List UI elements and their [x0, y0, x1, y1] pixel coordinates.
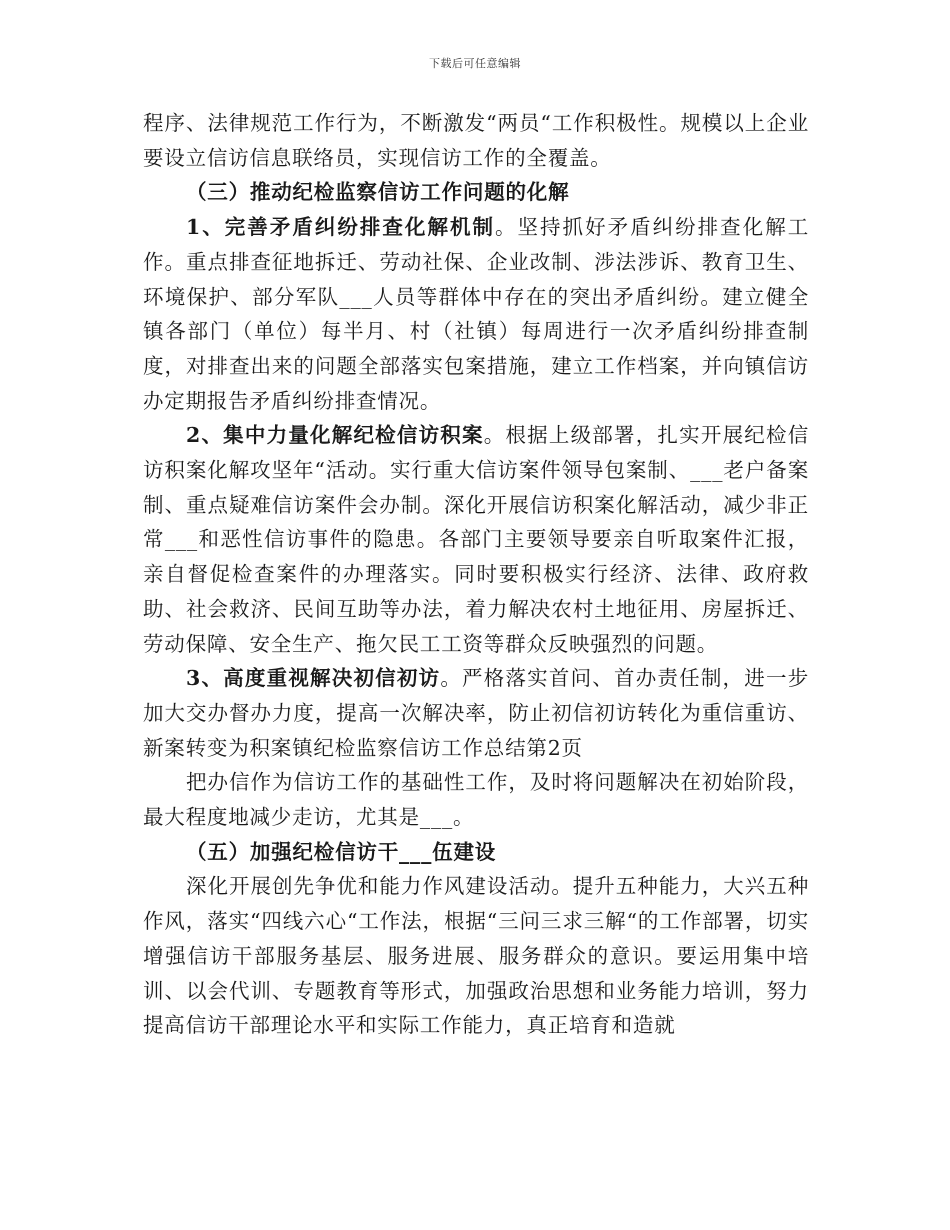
paragraph-item-2 — [143, 418, 809, 661]
paragraph-final: 深化开展创先争优和能力作风建设活动。提升五种能力，大兴五种作风，落实“四线六心“工作法，根据“三问三求三解“的工作部署，切实增强信访干部服务基层、服务进展、服务群众的意识。要运用集中培训、以会代训、专题教育等形式，加强政治思想和业务能力培训，努力提高信访干部理论水平和实际工作能力，真正培育和造就 — [143, 874, 809, 1038]
document-body — [143, 106, 809, 1043]
item-3-lead: 3、高度重视解决初信初访 — [186, 666, 441, 691]
item-1-text: 。坚持抓好矛盾纠纷排查化解工作。重点排查征地拆迁、劳动社保、企业改制、涉法涉诉、教育卫生、环境保护、部分军队___人员等群体中存在的突出矛盾纠纷。建立健全镇各部门（单位）每半月、村（社镇）每周进行一次矛盾纠纷排查制度，对排查出来的问题全部落实包案措施，建立工作档案，并向镇信访办定期报告矛盾纠纷排查情况。 — [143, 215, 810, 413]
paragraph-intro: 程序、法律规范工作行为，不断激发“两员“工作积极性。规模以上企业要设立信访信息联络员，实现信访工作的全覆盖。 — [143, 111, 809, 170]
item-2-lead: 2、集中力量化解纪检信访积案 — [186, 423, 484, 448]
item-3-text: 。严格落实首问、首办责任制，进一步加大交办督办力度，提高一次解决率，防止初信初访转化为重信重访、新案转变为积案镇纪检监察信访工作总结第2页 — [143, 666, 809, 760]
item-2-text: 。根据上级部署，扎实开展纪检信访积案化解攻坚年“活动。实行重大信访案件领导包案制、___老户备案制、重点疑难信访案件会办制。深化开展信访积案化解活动，减少非正常___和恶性信访事件的隐患。各部门主要领导要亲自听取案件汇报，亲自督促检查案件的办理落实。同时要积极实行经济、法律、政府救助、社会救济、民间互助等办法，着力解决农村土地征用、房屋拆迁、劳动保障、安全生产、拖欠民工工资等群众反映强烈的问题。 — [143, 423, 809, 656]
header-note: 下载后可任意编辑 — [429, 57, 521, 70]
paragraph-item-1 — [143, 210, 809, 418]
item-1-lead: 1、完善矛盾纠纷排查化解机制 — [186, 215, 495, 240]
section-heading-3: （三）推动纪检监察信访工作问题的化解 — [186, 180, 570, 205]
paragraph-item-3 — [143, 661, 809, 765]
section-heading-5: （五）加强纪检信访干___伍建设 — [186, 839, 497, 864]
paragraph-after-item-3: 把办信作为信访工作的基础性工作，及时将问题解决在初始阶段，最大程度地减少走访，尤其是___。 — [143, 770, 809, 830]
